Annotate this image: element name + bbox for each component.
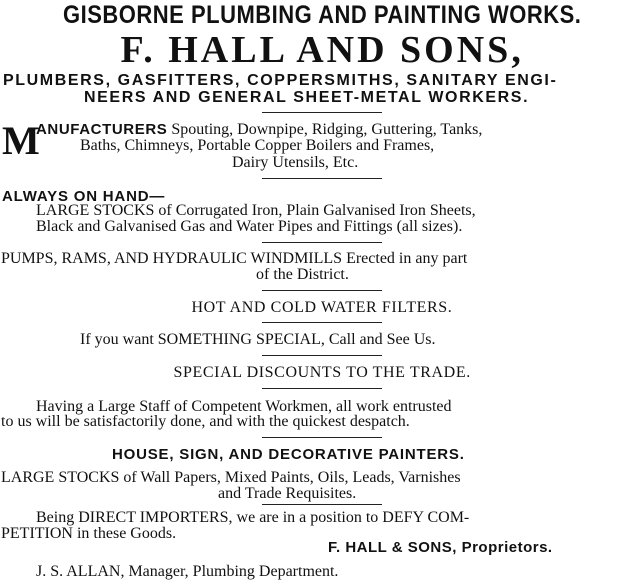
separator-rule xyxy=(262,504,382,505)
manager-line: J. S. ALLAN, Manager, Plumbing Department. xyxy=(36,563,339,580)
manufacturers-line-1 xyxy=(36,122,482,138)
importers-line-2: PETITION in these Goods. xyxy=(1,525,177,542)
importers-line-1: Being DIRECT IMPORTERS, we are in a position to DEFY COM- xyxy=(36,509,470,526)
separator-rule xyxy=(262,355,382,356)
manufacturers-line-2: Baths, Chimneys, Portable Copper Boilers and Frames, xyxy=(80,137,435,154)
separator-rule xyxy=(262,112,382,113)
staff-line-1: Having a Large Staff of Competent Workmen, all work entrusted xyxy=(36,398,452,415)
painters-heading: HOUSE, SIGN, AND DECORATIVE PAINTERS. xyxy=(112,446,465,463)
separator-rule xyxy=(262,388,382,389)
manufacturers-lead: ANUFACTURERS xyxy=(36,121,168,138)
separator-rule xyxy=(262,290,382,291)
always-on-hand-heading: ALWAYS ON HAND— xyxy=(2,188,166,205)
pumps-line-1: PUMPS, RAMS, AND HYDRAULIC WINDMILLS Erected in any part xyxy=(1,250,468,267)
manufacturers-line-3: Dairy Utensils, Etc. xyxy=(232,154,359,171)
something-special-line: If you want SOMETHING SPECIAL, Call and See Us. xyxy=(80,331,436,348)
papers-line-2: and Trade Requisites. xyxy=(218,485,357,502)
separator-rule xyxy=(262,178,382,179)
separator-rule xyxy=(262,242,382,243)
water-filters-line: HOT AND COLD WATER FILTERS. xyxy=(191,299,453,316)
stocks-line-1: LARGE STOCKS of Corrugated Iron, Plain Galvanised Iron Sheets, xyxy=(36,202,476,219)
trades-line-2: NEERS AND GENERAL SHEET-METAL WORKERS. xyxy=(84,89,530,106)
headline-firm: F. HALL AND SONS, xyxy=(120,29,524,71)
papers-line-1: LARGE STOCKS of Wall Papers, Mixed Paints, Oils, Leads, Varnishes xyxy=(1,469,461,486)
separator-rule xyxy=(262,322,382,323)
manufacturers-line-1-rest: Spouting, Downpipe, Ridging, Guttering, Tanks, xyxy=(167,121,483,138)
stocks-line-2: Black and Galvanised Gas and Water Pipes and Fittings (all sizes). xyxy=(36,218,463,235)
proprietors-line: F. HALL & SONS, Proprietors. xyxy=(328,539,553,556)
trade-discounts-line: SPECIAL DISCOUNTS TO THE TRADE. xyxy=(173,364,471,381)
headline-works: GISBORNE PLUMBING AND PAINTING WORKS. xyxy=(63,0,582,29)
staff-line-2: to us will be satisfactorily done, and with the quickest despatch. xyxy=(1,413,410,430)
pumps-line-2: of the District. xyxy=(256,266,349,283)
manufacturers-initial: M xyxy=(2,118,40,163)
trades-line-1: PLUMBERS, GASFITTERS, COPPERSMITHS, SANITARY ENGI- xyxy=(3,72,558,89)
separator-rule xyxy=(262,437,382,438)
